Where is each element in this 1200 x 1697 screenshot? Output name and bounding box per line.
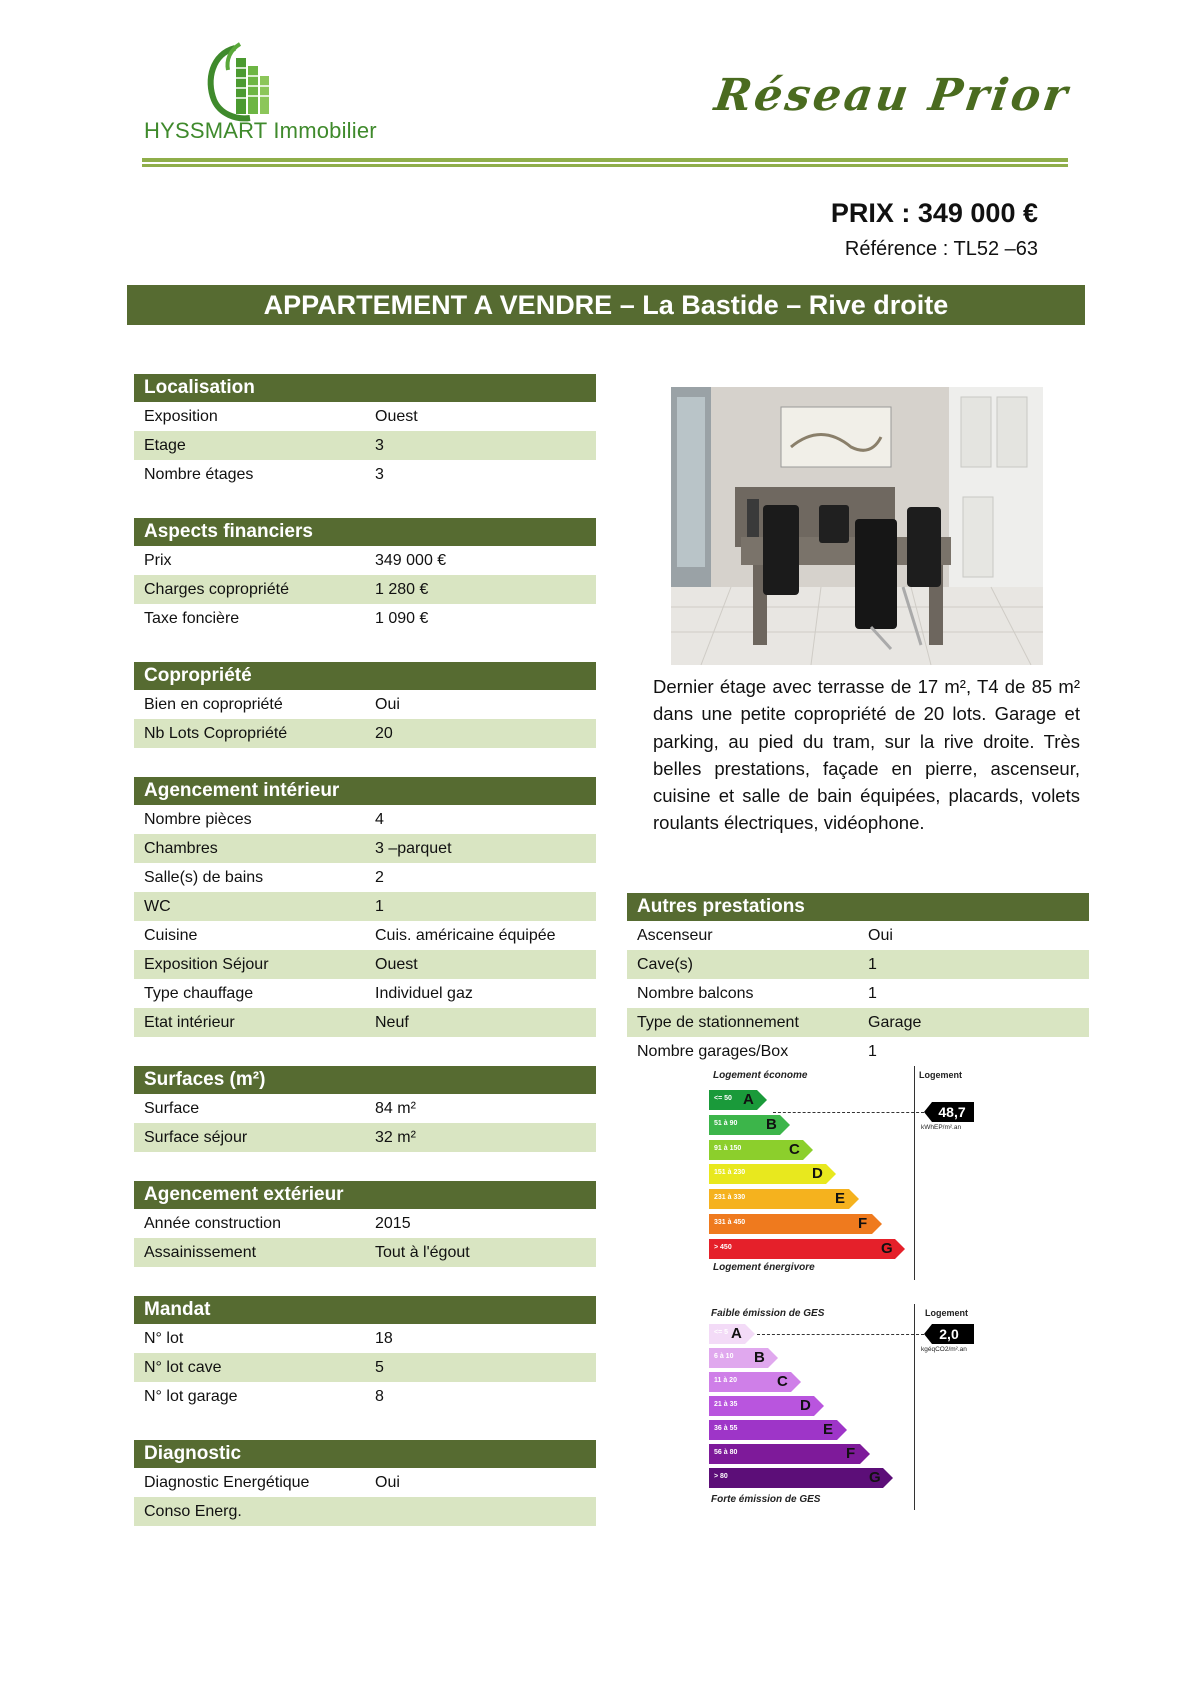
table-row [627,1008,1089,1037]
energy-class-letter: D [812,1165,823,1183]
table-row [134,1209,596,1238]
row-value: 32 m² [375,1129,416,1146]
row-label: N° lot cave [144,1359,222,1376]
row-value: 1 [868,985,877,1002]
row-label: Nombre étages [144,466,254,483]
energy-class-e-bar [709,1189,859,1209]
table-row [134,1382,596,1411]
section-title: Diagnostic [134,1440,596,1468]
row-value: 8 [375,1388,384,1405]
row-value: Oui [375,696,400,713]
row-label: Nb Lots Copropriété [144,725,288,742]
row-label: WC [144,898,171,915]
row-value: 2015 [375,1215,411,1232]
ges-class-range: <= 5 [714,1329,729,1336]
table-row [134,892,596,921]
table-row [134,575,596,604]
table-row [134,604,596,633]
section-title: Surfaces (m²) [134,1066,596,1094]
row-value: 1 090 € [375,610,429,627]
section-title: Autres prestations [627,893,1089,921]
row-label: Taxe foncière [144,610,240,627]
table-row [134,1094,596,1123]
energy-class-range: 91 à 150 [714,1144,742,1152]
section-title: Copropriété [134,662,596,690]
section-mandat [134,1296,596,1411]
network-logo-text: Réseau Prior [711,70,1074,121]
energy-class-range: > 450 [714,1243,732,1251]
energy-class-b-bar [709,1115,790,1135]
row-value: 4 [375,811,384,828]
ges-class-e-bar [709,1420,847,1440]
row-label: Surface [144,1100,200,1117]
ges-class-d-bar [709,1396,824,1416]
row-label: Cuisine [144,927,198,944]
table-row [134,805,596,834]
table-row [134,863,596,892]
header-divider [142,158,1068,162]
row-label: Chambres [144,840,218,857]
section-aspects-financiers [134,518,596,633]
table-row [627,921,1089,950]
row-label: Bien en copropriété [144,696,283,713]
section-title: Mandat [134,1296,596,1324]
section-title: Agencement extérieur [134,1181,596,1209]
table-row [627,1037,1089,1066]
ges-class-range: 6 à 10 [714,1353,734,1360]
section-localisation [134,374,596,489]
energy-label-chart [705,1066,990,1280]
section-copropriete [134,662,596,748]
table-row [134,950,596,979]
energy-class-letter: F [858,1215,868,1232]
company-name: HYSSMART Immobilier [144,118,377,143]
section-agencement-exterieur [134,1181,596,1267]
row-value: 1 [868,1043,877,1060]
table-row [134,460,596,489]
row-label: Type de stationnement [637,1014,799,1031]
energy-top-caption: Logement économe [713,1070,808,1081]
row-label: Nombre garages/Box [637,1043,789,1060]
energy-class-letter: B [766,1115,777,1133]
energy-class-range: 151 à 230 [714,1169,746,1177]
energy-header: Logement [919,1070,963,1080]
energy-class-letter: E [835,1190,846,1208]
section-surfaces [134,1066,596,1152]
row-value: Neuf [375,1014,409,1031]
ges-class-c-bar [709,1372,801,1392]
row-label: Cave(s) [637,956,694,973]
ges-class-a-bar [709,1324,755,1344]
ges-header: Logement [925,1308,969,1318]
ges-class-range: > 80 [714,1473,728,1480]
table-row [134,719,596,748]
table-row [134,1238,596,1267]
energy-class-letter: A [743,1091,754,1108]
row-label: Année construction [144,1215,281,1232]
energy-class-letter: C [789,1140,800,1158]
table-row [134,402,596,431]
row-value: Oui [868,927,893,944]
ges-class-g-shape [709,1468,893,1488]
table-row [134,1123,596,1152]
ges-class-letter: A [731,1325,742,1342]
ges-pointer-line [757,1334,924,1335]
ges-class-f-bar [709,1444,870,1464]
property-description: Dernier étage avec terrasse de 17 m², T4 de 85 m² dans une petite copropriété de 20 lots. Garage et parking, au pied du tram, sur la rive droite. Très belles prestations, façade en pierre, ascenseur, cuisine et salle de bain équipées, placards, volets roulants électriques, vidéophone. [653,676,1080,834]
row-label: Nombre pièces [144,811,252,828]
row-value: 5 [375,1359,384,1376]
row-value: Cuis. américaine équipée [375,927,556,944]
row-value: Ouest [375,956,418,973]
row-value: 20 [375,725,393,742]
energy-class-f-bar [709,1214,882,1234]
row-value: Garage [868,1014,922,1031]
table-row [134,1324,596,1353]
row-value: Tout à l'égout [375,1244,470,1261]
ges-class-letter: D [800,1397,811,1414]
row-value: 3 [375,466,384,483]
ges-top-caption: Faible émission de GES [711,1308,825,1319]
energy-class-c-bar [709,1140,813,1160]
section-agencement-interieur [134,777,596,1037]
ges-class-letter: C [777,1373,788,1390]
energy-class-range: <= 50 [714,1095,732,1102]
apartment-photo [671,387,1043,665]
row-label: Salle(s) de bains [144,869,264,886]
row-label: Etage [144,437,186,454]
table-row [134,546,596,575]
row-label: Nombre balcons [637,985,754,1002]
row-value: 3 [375,437,384,454]
table-row [627,979,1089,1008]
row-label: Etat intérieur [144,1014,235,1031]
section-title: Aspects financiers [134,518,596,546]
ges-class-b-bar [709,1348,778,1368]
ges-bottom-caption: Forte émission de GES [711,1494,821,1505]
row-value: 18 [375,1330,393,1347]
row-label: N° lot [144,1330,184,1347]
energy-value: 48,7 [938,1104,966,1120]
ges-unit: kgéqCO2/m².an [921,1346,967,1353]
table-row [134,834,596,863]
row-value: 3 –parquet [375,840,452,857]
section-autres-prestations [627,893,1089,1066]
energy-class-range: 231 à 330 [714,1194,746,1202]
table-row [627,950,1089,979]
energy-class-g-bar [709,1239,905,1259]
row-label: Exposition [144,408,218,425]
row-label: N° lot garage [144,1388,238,1405]
energy-class-letter: G [881,1239,893,1257]
table-row [134,979,596,1008]
energy-class-range: 51 à 90 [714,1119,738,1127]
row-label: Diagnostic Energétique [144,1474,310,1491]
ges-class-range: 56 à 80 [714,1449,738,1456]
section-title: Agencement intérieur [134,777,596,805]
table-row [134,690,596,719]
ges-value: 2,0 [939,1326,959,1342]
header-divider [142,164,1068,167]
energy-class-g-shape [709,1239,905,1259]
section-title: Localisation [134,374,596,402]
table-row [134,1008,596,1037]
listing-banner: APPARTEMENT A VENDRE – La Bastide – Rive droite [127,285,1085,325]
energy-divider [914,1066,915,1280]
ges-class-g-bar [709,1468,893,1488]
energy-class-a-bar [709,1090,767,1110]
table-row [134,1468,596,1497]
row-value: 1 [375,898,384,915]
row-value: Oui [375,1474,400,1491]
row-label: Conso Energ. [144,1503,242,1520]
row-value: 1 280 € [375,581,429,598]
section-diagnostic [134,1440,596,1526]
row-label: Ascenseur [637,927,713,944]
ges-class-letter: F [846,1445,856,1462]
table-row [134,921,596,950]
ges-class-range: 11 à 20 [714,1377,737,1384]
row-value: 2 [375,869,384,886]
row-label: Prix [144,552,172,569]
table-row [134,1497,596,1526]
row-label: Exposition Séjour [144,956,269,973]
row-value: 349 000 € [375,552,447,569]
table-row [134,1353,596,1382]
ges-label-chart [705,1304,990,1510]
energy-bottom-caption: Logement énergivore [713,1262,815,1273]
row-value: 84 m² [375,1100,416,1117]
row-value: Ouest [375,408,418,425]
energy-class-d-bar [709,1164,836,1184]
reference: Référence : TL52 –63 [844,238,1038,260]
ges-class-range: 21 à 35 [714,1401,738,1408]
row-label: Charges copropriété [144,581,289,598]
row-label: Assainissement [144,1244,257,1261]
energy-pointer-line [773,1112,924,1113]
energy-unit: kWhEP/m².an [921,1124,962,1131]
row-value: 1 [868,956,877,973]
row-label: Type chauffage [144,985,254,1002]
energy-class-range: 331 à 450 [714,1219,746,1226]
ges-class-letter: E [823,1421,834,1438]
ges-class-letter: G [869,1469,881,1486]
row-label: Surface séjour [144,1129,248,1146]
ges-class-range: 36 à 55 [714,1425,738,1432]
table-row [134,431,596,460]
row-value: Individuel gaz [375,985,473,1002]
ges-class-letter: B [754,1349,765,1366]
price-title: PRIX : 349 000 € [830,198,1038,228]
